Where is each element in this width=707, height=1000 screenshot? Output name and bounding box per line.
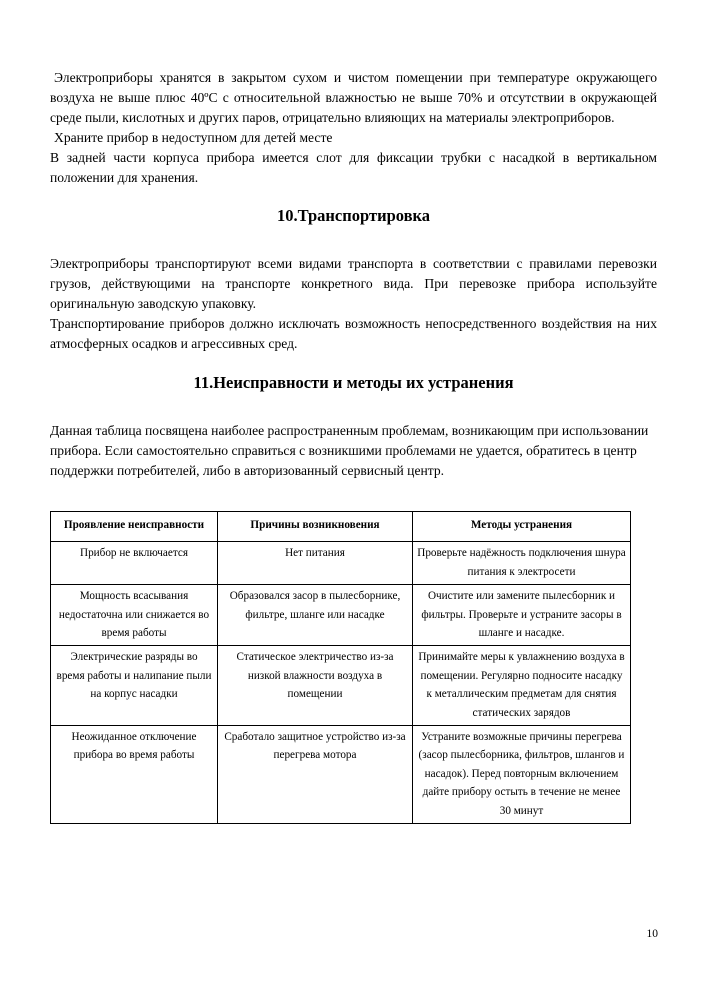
transport-paragraph-1: Электроприборы транспортируют всеми видами транспорта в соответствии с правилами перевозки грузов, действующими на транспорте конкретного вида. При перевозке прибора используйте оригинальную заводскую упаковку. — [50, 256, 657, 311]
table-cell-symptom: Неожиданное отключение прибора во время работы — [51, 726, 218, 824]
table-cell-remedy: Очистите или замените пылесборник и фильтры. Проверьте и устраните засоры в шланге и насадке. — [413, 585, 631, 646]
table-cell-cause: Образовался засор в пылесборнике, фильтре, шланге или насадке — [218, 585, 413, 646]
table-cell-cause: Статическое электричество из-за низкой влажности воздуха в помещении — [218, 646, 413, 726]
transport-text — [50, 254, 657, 354]
storage-paragraph-3: В задней части корпуса прибора имеется слот для фиксации трубки с насадкой в вертикальном положении для хранения. — [50, 150, 657, 185]
table-cell-remedy: Проверьте надёжность подключения шнура питания к электросети — [413, 542, 631, 585]
transport-heading: 10.Транспортировка — [276, 206, 431, 225]
troubleshooting-table — [50, 511, 631, 824]
table-cell-cause: Сработало защитное устройство из-за перегрева мотора — [218, 726, 413, 824]
table-cell-symptom: Мощность всасывания недостаточна или снижается во время работы — [51, 585, 218, 646]
table-cell-remedy: Принимайте меры к увлажнению воздуха в помещении. Регулярно подносите насадку к металлическим предметам для снятия статических зарядов — [413, 646, 631, 726]
table-row — [51, 646, 631, 726]
column-header: Проявление неисправности — [51, 512, 218, 542]
transport-paragraph-2: Транспортирование приборов должно исключать возможность непосредственного воздействия на них атмосферных осадков и агрессивных сред. — [50, 316, 657, 351]
table-cell-symptom: Прибор не включается — [51, 542, 218, 585]
table-cell-symptom: Электрические разряды во время работы и налипание пыли на корпус насадки — [51, 646, 218, 726]
troubleshooting-intro-block — [50, 421, 657, 481]
table-header-row — [51, 512, 631, 542]
table-row — [51, 585, 631, 646]
page-number: 10 — [646, 928, 658, 940]
storage-paragraph-1: Электроприборы хранятся в закрытом сухом и чистом помещении при температуре окружающего воздуха не выше плюс 40ºС с относительной влажностью не выше 70% и отсутствии в окружающей среде пыли, кислотных и других паров, отрицательно влияющих на материалы электроприборов. — [50, 70, 657, 125]
column-header: Методы устранения — [413, 512, 631, 542]
troubleshooting-intro: Данная таблица посвящена наиболее распространенным проблемам, возникающим при использовании прибора. Если самостоятельно справиться с возникшими проблемами не удается, обратитесь в центр поддержки потребителей, либо в авторизованный сервисный центр. — [50, 423, 649, 478]
table-cell-remedy: Устраните возможные причины перегрева (засор пылесборника, фильтров, шлангов и насадок). Перед повторным включением дайте прибору остыть в течение не менее 30 минут — [413, 726, 631, 824]
column-header: Причины возникновения — [218, 512, 413, 542]
table-cell-cause: Нет питания — [218, 542, 413, 585]
table-row — [51, 542, 631, 585]
storage-paragraph-2: Храните прибор в недоступном для детей месте — [54, 130, 333, 145]
storage-text — [50, 68, 657, 188]
troubleshooting-heading: 11.Неисправности и методы их устранения — [193, 373, 514, 392]
table-row — [51, 726, 631, 824]
